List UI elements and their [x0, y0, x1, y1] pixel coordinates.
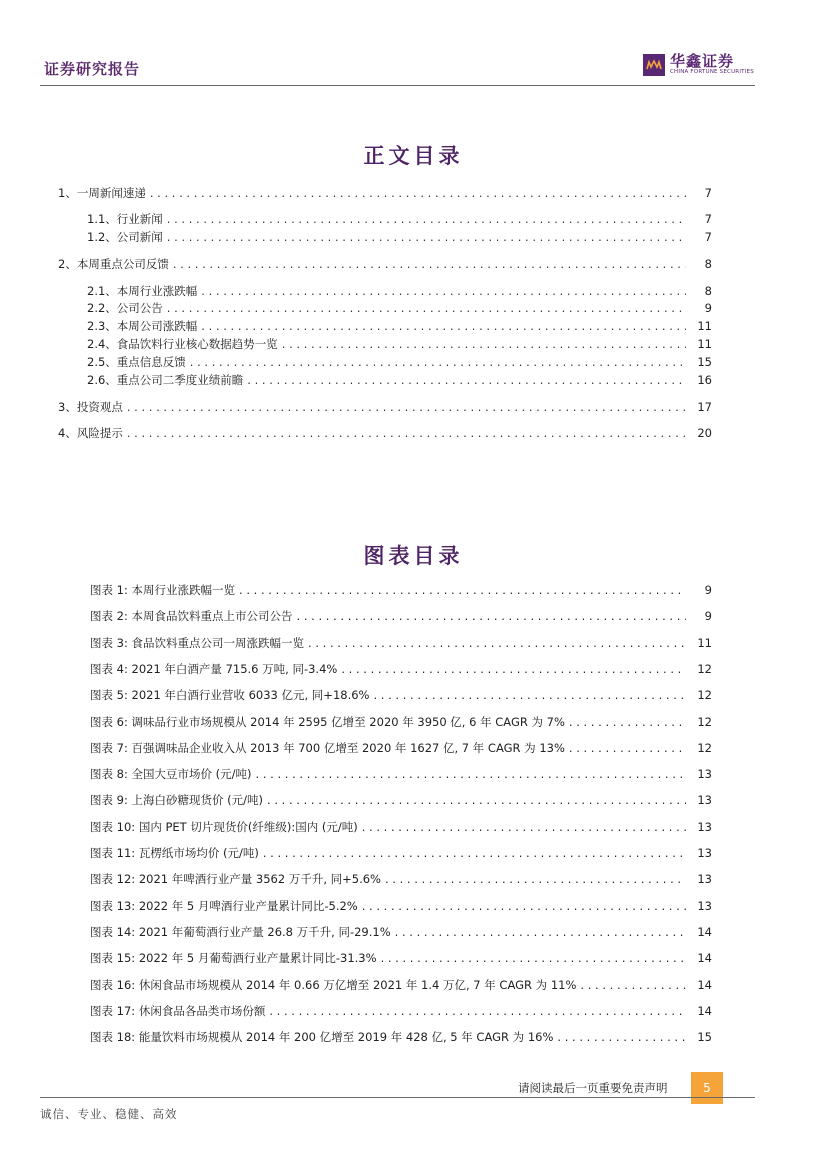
figures-title: 图表目录	[363, 543, 464, 568]
dot-leader	[381, 951, 686, 965]
figure-entry-page: 13	[697, 767, 712, 782]
toc-entry-label: 2.4、食品饮料行业核心数据趋势一览	[87, 337, 278, 351]
figure-entry-page: 9	[704, 583, 712, 597]
toc-entry-label: 3、投资观点	[58, 400, 123, 414]
figure-entry[interactable]	[90, 687, 712, 703]
dot-leader	[256, 767, 686, 781]
dot-leader	[267, 793, 686, 807]
figure-entry-label: 图表 8: 全国大豆市场价 (元/吨)	[90, 767, 252, 782]
report-type-label: 证券研究报告	[44, 60, 141, 78]
toc-entry-label: 2.3、本周公司涨跌幅	[87, 319, 198, 333]
company-motto: 诚信、专业、稳健、高效	[40, 1107, 178, 1121]
dot-leader	[362, 820, 686, 834]
toc-entry-page: 11	[697, 319, 712, 333]
toc-entry-page: 7	[704, 230, 712, 244]
figure-entry-label: 图表 4: 2021 年白酒产量 715.6 万吨, 同-3.4%	[90, 661, 338, 676]
figure-entry[interactable]	[90, 1003, 712, 1019]
figure-entry[interactable]	[90, 740, 712, 756]
figure-entry[interactable]	[90, 977, 712, 993]
toc-entry-label: 2.5、重点信息反馈	[87, 355, 186, 369]
toc-entry[interactable]	[87, 211, 712, 227]
toc-entry-page: 16	[697, 373, 712, 387]
toc-entry-page: 20	[697, 426, 712, 440]
figure-entry-label: 图表 18: 能量饮料市场规模从 2014 年 200 亿增至 2019 年 428 亿, 5 年 CAGR 为 16%	[90, 1030, 554, 1045]
toc-entry-page: 7	[704, 212, 712, 226]
figure-entry-page: 9	[704, 609, 712, 624]
figure-entry[interactable]	[90, 714, 712, 730]
toc-entry[interactable]	[87, 229, 712, 245]
dot-leader	[167, 301, 686, 315]
figure-entry-label: 图表 9: 上海白砂糖现货价 (元/吨)	[90, 793, 264, 808]
toc-entry-page: 11	[697, 337, 712, 351]
figure-entry-label: 图表 2: 本周食品饮料重点上市公司公告	[90, 609, 293, 624]
figure-entry-page: 14	[697, 977, 712, 992]
dot-leader	[263, 846, 686, 860]
toc-entry[interactable]	[87, 354, 712, 370]
dot-leader	[247, 373, 686, 387]
figure-entry-label: 图表 10: 国内 PET 切片现货价(纤维级):国内 (元/吨)	[90, 819, 358, 834]
figure-entry-label: 图表 7: 百强调味品企业收入从 2013 年 700 亿增至 2020 年 1627 亿, 7 年 CAGR 为 13%	[90, 740, 565, 755]
figure-entry-page: 15	[697, 1030, 712, 1045]
dot-leader	[239, 583, 686, 597]
dot-leader	[201, 284, 686, 298]
toc-entry[interactable]	[58, 256, 712, 272]
toc-entry-page: 9	[704, 301, 712, 315]
toc-entry-page: 7	[704, 186, 712, 200]
figure-entry[interactable]	[90, 819, 712, 835]
dot-leader	[341, 662, 686, 676]
figure-entry-label: 图表 3: 食品饮料重点公司一周涨跌幅一览	[90, 635, 305, 650]
figure-entry-label: 图表 12: 2021 年啤酒行业产量 3562 万千升, 同+5.6%	[90, 872, 381, 887]
toc-entry[interactable]	[58, 399, 712, 415]
toc-entry[interactable]	[58, 185, 712, 201]
header-divider	[40, 85, 755, 86]
footer-divider	[40, 1097, 755, 1098]
dot-leader	[150, 186, 686, 200]
dot-leader	[167, 212, 686, 226]
toc-entry[interactable]	[87, 300, 712, 316]
figure-entry[interactable]	[90, 924, 712, 940]
toc-entry[interactable]	[87, 318, 712, 334]
figure-entry-page: 12	[697, 740, 712, 755]
figure-entry[interactable]	[90, 635, 712, 651]
dot-leader	[127, 426, 686, 440]
figure-entry[interactable]	[90, 766, 712, 782]
figure-entry-page: 11	[697, 635, 712, 650]
toc-entry[interactable]	[87, 336, 712, 352]
figure-entry-page: 13	[697, 819, 712, 834]
figure-entry[interactable]	[90, 661, 712, 677]
dot-leader	[569, 741, 686, 755]
figure-entry-label: 图表 16: 休闲食品市场规模从 2014 年 0.66 万亿增至 2021 年 1.4 万亿, 7 年 CAGR 为 11%	[90, 977, 577, 992]
dot-leader	[557, 1030, 686, 1044]
toc-entry-label: 2.6、重点公司二季度业绩前瞻	[87, 373, 244, 387]
logo-name-en: CHINA FORTUNE SECURITIES	[670, 69, 754, 76]
figure-entry-page: 14	[697, 951, 712, 966]
dot-leader	[201, 319, 686, 333]
figure-entry-page: 13	[697, 846, 712, 860]
toc-entry[interactable]	[87, 283, 712, 299]
dot-leader	[269, 1004, 686, 1018]
figure-entry-label: 图表 6: 调味品行业市场规模从 2014 年 2595 亿增至 2020 年 3950 亿, 6 年 CAGR 为 7%	[90, 714, 565, 729]
toc-entry[interactable]	[87, 372, 712, 388]
figure-entry-label: 图表 17: 休闲食品各品类市场份额	[90, 1003, 266, 1018]
toc-entry-page: 8	[704, 284, 712, 298]
dot-leader	[308, 636, 686, 650]
disclaimer-note: 请阅读最后一页重要免责声明	[518, 1081, 668, 1095]
toc-entry-label: 2、本周重点公司反馈	[58, 257, 169, 271]
logo-name-cn: 华鑫证券	[670, 52, 735, 71]
dot-leader	[173, 257, 686, 271]
figure-entry-label: 图表 13: 2022 年 5 月啤酒行业产量累计同比-5.2%	[90, 898, 358, 913]
figure-entry-page: 13	[697, 898, 712, 913]
figure-entry-page: 12	[697, 661, 712, 676]
figure-entry[interactable]	[90, 845, 712, 861]
figure-entry[interactable]	[90, 871, 712, 887]
figure-entry-label: 图表 1: 本周行业涨跌幅一览	[90, 583, 236, 597]
figure-entry-label: 图表 5: 2021 年白酒行业营收 6033 亿元, 同+18.6%	[90, 688, 370, 703]
figure-entry-page: 12	[697, 714, 712, 729]
toc-entry-page: 17	[697, 400, 712, 414]
figure-entry-label: 图表 15: 2022 年 5 月葡萄酒行业产量累计同比-31.3%	[90, 951, 377, 966]
figure-entry-page: 13	[697, 793, 712, 808]
dot-leader	[385, 872, 686, 886]
toc-entry-label: 1、一周新闻速递	[58, 186, 146, 200]
toc-title: 正文目录	[363, 143, 464, 168]
figure-entry-page: 14	[697, 924, 712, 939]
toc-entry-page: 8	[704, 257, 712, 271]
dot-leader	[580, 978, 686, 992]
figure-entry-page: 12	[697, 688, 712, 703]
figure-entry[interactable]	[90, 608, 712, 624]
page-number: 5	[691, 1072, 723, 1104]
dot-leader	[282, 337, 686, 351]
figure-entry-label: 图表 11: 瓦楞纸市场均价 (元/吨)	[90, 846, 259, 860]
toc-entry-page: 15	[697, 355, 712, 369]
toc-entry-label: 2.1、本周行业涨跌幅	[87, 284, 198, 298]
figure-entry-label: 图表 14: 2021 年葡萄酒行业产量 26.8 万千升, 同-29.1%	[90, 924, 391, 939]
dot-leader	[395, 925, 686, 939]
dot-leader	[167, 230, 686, 244]
toc-entry[interactable]	[58, 425, 712, 441]
huaxin-logo-icon	[643, 54, 665, 76]
dot-leader	[127, 400, 686, 414]
dot-leader	[362, 899, 686, 913]
figure-entry[interactable]	[90, 582, 712, 598]
dot-leader	[373, 688, 686, 702]
figure-entry[interactable]	[90, 1029, 712, 1045]
toc-entry-label: 2.2、公司公告	[87, 301, 163, 315]
figure-entry-page: 14	[697, 1003, 712, 1018]
figure-entry[interactable]	[90, 950, 712, 966]
dot-leader	[190, 355, 686, 369]
toc-entry-label: 1.1、行业新闻	[87, 212, 163, 226]
figure-entry[interactable]	[90, 792, 712, 808]
dot-leader	[297, 609, 686, 623]
toc-entry-label: 4、风险提示	[58, 426, 123, 440]
figure-entry-page: 13	[697, 872, 712, 887]
toc-entry-label: 1.2、公司新闻	[87, 230, 163, 244]
figure-entry[interactable]	[90, 898, 712, 914]
company-logo	[643, 52, 754, 78]
dot-leader	[569, 715, 686, 729]
